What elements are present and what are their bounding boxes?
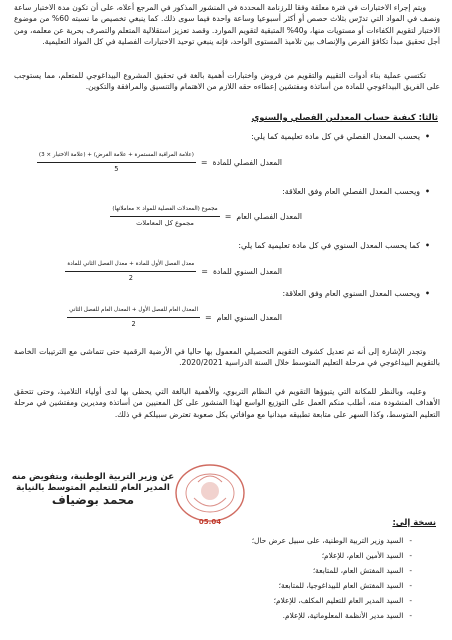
intro-paragraph-1: ويتم إجراء الاختبارات في فترة معلقة وفقا للرزنامة المحددة في المنشور المذكور في المرجع أعلاه، على أن تكون مدة الاختبار ساعة ونصف في المواد التي تدرّس بثلاث حصص أو أكثر أسبوعيا وساعة واحدة فيما سوى ذلك. كما ينبغي تخصيص ما نسبته 60% من موضوع الاختبار لتقويم الكفاءات أو مستويات منها، و40% المتبقية لتقويم الموارد. وقصد تعزيز استقلالية المتعلم والتصرف بحرية عن معلمه، ومن أجل تحقيق مبدأ تكافؤ الفرص والإنصاف بين تلاميذ المستوى الواحد، فإنه ينبغي توحيد الاختبارات الفصلية في كل المواد التعليمية. — [14, 3, 440, 46]
copy-recipient: - السيد وزير التربية الوطنية، على سبيل عرض حال؛ — [252, 535, 412, 546]
copy-recipient: - السيد مدير الأنظمة المعلوماتية، للإعلام. — [283, 610, 412, 621]
closing-paragraph-2: وعليه، وبالنظر للمكانة التي يتبوؤها التقويم في النظام التربوي، والأهمية البالغة التي يحظى بها لدى أولياء التلاميذ، وحتى تتحقق الأهداف المنشودة منه، أطلب منكم العمل على التوزيع الواسع لهذا المنشور على كل المعنيين من أساتذة ومديرين ومفتشين في مرحلة التعليم المتوسط، وكذا السهر على متابعة تطبيقه ميدانيا مع موافاتي بكل صعوبة تعترض سبيلكم في ذلك. — [14, 387, 440, 419]
signature-block — [8, 472, 178, 506]
intro-paragraph-2: تكتسي عملية بناء أدوات التقييم والتقويم من فروض واختبارات أهمية بالغة في تحقيق المشروع البيداغوجي للمتعلم، مما يستوجب على الفريق البيداغوجي للمادة من أساتذة ومفتشين إعطاءه حقه اللازم من الاهتمام والتنسيق والمرافقة والتكوين. — [14, 71, 440, 92]
bullet-subject-annual-average: • كما يحسب المعدل السنوي في كل مادة تعليمية كما يلي: — [238, 240, 430, 251]
fraction — [110, 204, 219, 230]
formula-general-term-average — [110, 204, 302, 230]
formula-1-denominator: 5 — [114, 165, 119, 174]
stamp-date: 05.04 — [198, 518, 222, 526]
formula-1-numerator: (علامة المراقبة المستمرة + علامة الفرض) + (علامة الاختبار × 3) — [37, 150, 196, 163]
bullet-general-term-average: • ويحسب المعدل الفصلي العام وفق العلاقة: — [282, 186, 430, 197]
formula-2-numerator: مجموع (المعدلات الفصلية للمواد × معاملاتها) — [110, 204, 219, 217]
formula-3-denominator: 2 — [128, 274, 133, 283]
equals-sign: = — [200, 158, 208, 168]
formula-2-denominator: مجموع كل المعاملات — [136, 219, 194, 228]
bullet-subject-term-average: • يحسب المعدل الفصلي في كل مادة تعليمية كما يلي: — [251, 131, 430, 142]
equals-sign: = — [224, 212, 232, 222]
copy-recipient: - السيد المدير العام للتعليم المكلف، للإعلام؛ — [274, 595, 412, 606]
formula-subject-annual-average — [65, 259, 282, 285]
formula-1-lhs: المعدل الفصلي للمادة — [212, 158, 282, 168]
fraction — [67, 305, 200, 331]
copy-recipient: - السيد المفتش العام للبيداغوجيا، للمتابعة؛ — [279, 580, 412, 591]
equals-sign: = — [205, 313, 212, 323]
signature-line-1: عن وزير التربية الوطنية، وبتفويض منه — [11, 472, 175, 482]
official-stamp-icon — [170, 462, 250, 528]
section-heading: ثالثا: كيفية حساب المعدلين الفصلي والسنوي — [251, 112, 438, 122]
bullet-general-annual-average: • ويحسب المعدل السنوي العام وفق العلاقة: — [283, 288, 431, 299]
fraction — [65, 259, 196, 285]
formula-general-annual-average — [67, 305, 282, 331]
formula-3-numerator: معدل الفصل الأول للمادة + معدل الفصل الثاني للمادة — [65, 259, 196, 272]
formula-4-lhs: المعدل السنوي العام — [216, 313, 282, 323]
closing-paragraph-1: وتجدر الإشارة إلى أنه تم تعديل كشوف التقويم التحصيلي المعمول بها حاليا في الأرضية الرقمية حتى تتماشى مع الترتيبات الخاصة بالتقويم البيداغوجي في مرحلة التعليم المتوسط خلال السنة الدراسية 2020/2021. — [14, 347, 440, 368]
fraction — [37, 150, 196, 176]
copy-recipient: - السيد المفتش العام، للمتابعة؛ — [313, 565, 412, 576]
formula-4-denominator: 2 — [131, 320, 136, 329]
formula-subject-term-average — [37, 150, 282, 176]
signatory-name: محمد بوضياف — [51, 493, 135, 507]
formula-3-lhs: المعدل السنوي للمادة — [212, 267, 282, 277]
formula-2-lhs: المعدل الفصلي العام — [236, 212, 302, 222]
copy-recipient: - السيد الأمين العام، للإعلام؛ — [322, 550, 412, 561]
signature-line-2: المدير العام للتعليم المتوسط بالنيابة — [16, 483, 170, 493]
equals-sign: = — [201, 267, 208, 277]
formula-4-numerator: المعدل العام للفصل الأول + المعدل العام للفصل الثاني — [67, 305, 200, 318]
copies-title: نسخة إلى: — [392, 517, 436, 527]
